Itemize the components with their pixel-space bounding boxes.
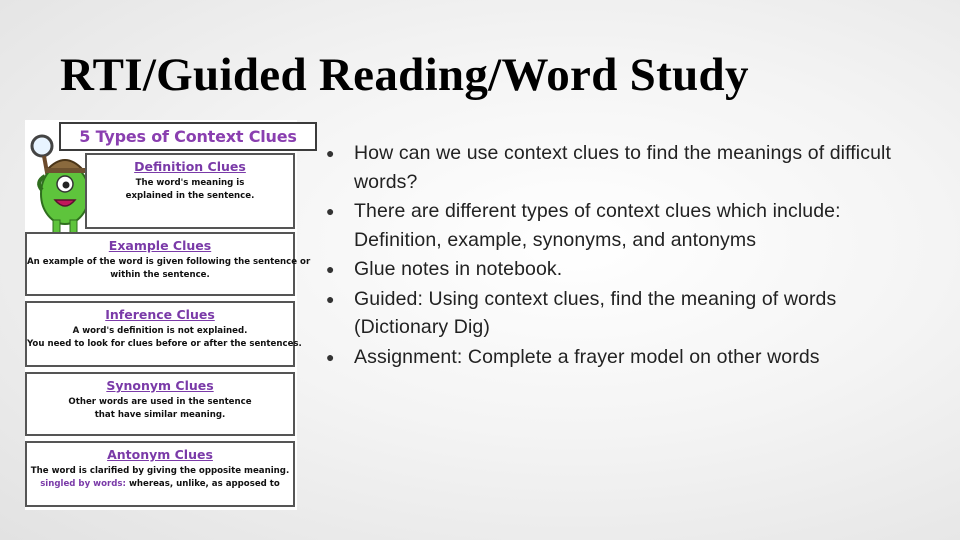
bullet-list xyxy=(326,139,906,372)
bullet-icon: ● xyxy=(326,261,335,277)
list-item: ● Assignment: Complete a frayer model on other words xyxy=(326,343,906,372)
slide-title: RTI/Guided Reading/Word Study xyxy=(60,49,749,101)
poster-title: 5 Types of Context Clues xyxy=(79,127,297,146)
list-item: ● There are different types of context clues which include: Definition, example, synonyms, and antonyms xyxy=(326,197,906,254)
antonym-clues-line1: The word is clarified by giving the opposite meaning. xyxy=(30,466,290,476)
definition-clues-title: Definition Clues xyxy=(134,159,246,174)
example-clues-line1: An example of the word is given following the sentence or xyxy=(27,257,311,267)
synonym-clues-line1: Other words are used in the sentence xyxy=(68,397,252,407)
inference-clues-line2: You need to look for clues before or after the sentences. xyxy=(27,339,302,349)
bullet-icon: ● xyxy=(326,290,335,307)
antonym-clues-line2 xyxy=(27,478,293,491)
synonym-clues-line2: that have similar meaning. xyxy=(94,410,226,420)
synonym-clues-title: Synonym Clues xyxy=(106,378,214,393)
antonym-clues-title: Antonym Clues xyxy=(107,447,213,462)
definition-clues-line1: The word's meaning is xyxy=(135,178,245,188)
list-item: ● Glue notes in notebook. xyxy=(326,255,906,284)
inference-clues-title: Inference Clues xyxy=(105,307,215,322)
list-item: ● How can we use context clues to find the meanings of difficult words? xyxy=(326,139,906,196)
bullet-icon: ● xyxy=(326,348,335,365)
context-clues-poster xyxy=(25,120,311,510)
antonym-clues-card xyxy=(25,441,295,507)
inference-clues-card xyxy=(25,301,302,367)
synonym-clues-card xyxy=(25,372,295,436)
poster-title-bar xyxy=(59,122,317,151)
definition-clues-line2: explained in the sentence. xyxy=(125,191,255,201)
example-clues-line2: within the sentence. xyxy=(110,270,210,280)
bullet-icon: ● xyxy=(326,203,335,219)
list-item: ● Guided: Using context clues, find the meaning of words (Dictionary Dig) xyxy=(326,285,906,342)
example-clues-title: Example Clues xyxy=(108,238,212,253)
antonym-signal-words: whereas, unlike, as apposed to xyxy=(128,479,280,489)
antonym-signal-label: singled by words: xyxy=(40,479,126,489)
definition-clues-card xyxy=(85,153,295,229)
inference-clues-line1: A word's definition is not explained. xyxy=(72,326,248,336)
bullet-icon: ● xyxy=(326,145,335,161)
example-clues-card xyxy=(25,232,311,296)
